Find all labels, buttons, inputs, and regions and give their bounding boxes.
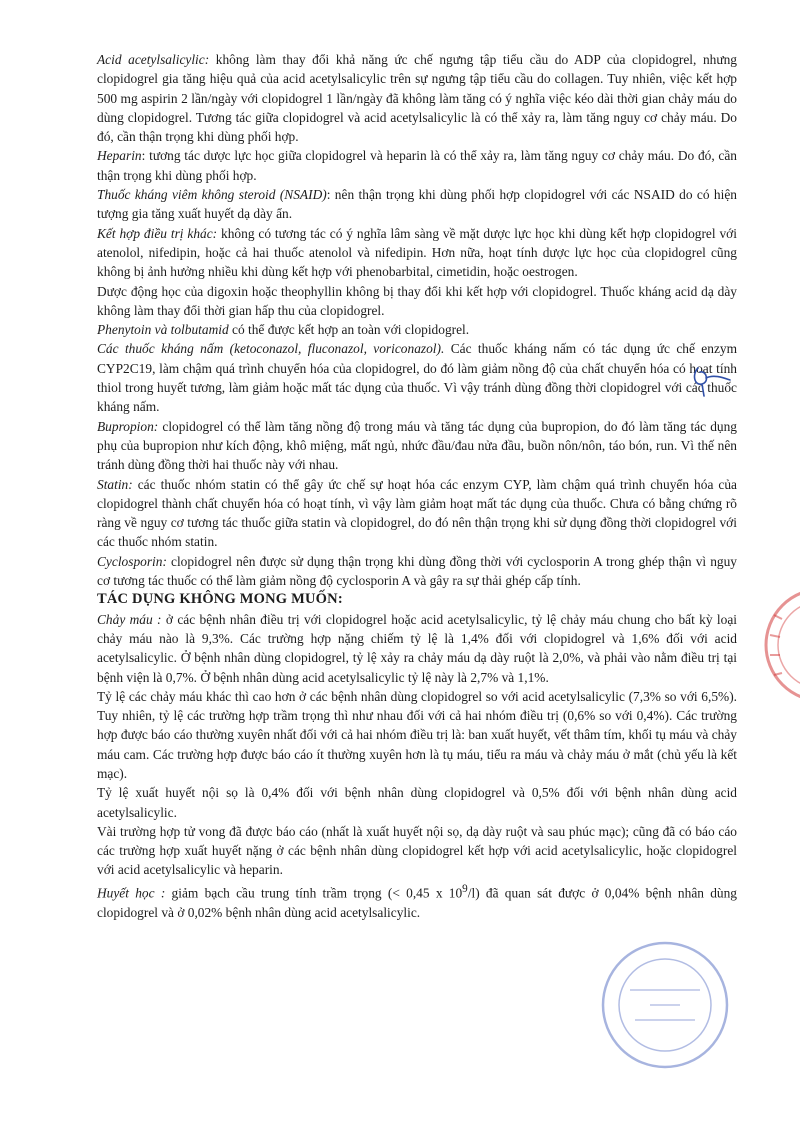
term: Statin: bbox=[97, 476, 133, 492]
para-other-bleeding bbox=[97, 687, 737, 783]
para-text: không có tương tác có ý nghĩa lâm sàng về mặt dược lực học khi dùng kết hợp clopidogrel với atenolol, nifedipin, hoặc cả hai thuốc atenolol và nifedipin. Hơn nữa, hoạt tính dược lực học của clopidogrel cũng không bị ảnh hưởng nhiều khi dùng kết hợp với phenobarbital, cimetidin, hoặc oestrogen. bbox=[97, 225, 737, 280]
para-text: : tương tác dược lực học giữa clopidogrel và heparin là có thể xảy ra, làm tăng nguy cơ chảy máu. Do đó, cần thận trọng khi dùng phối hợp. bbox=[97, 148, 737, 183]
para-text: Dược động học của digoxin hoặc theophyllin không bị thay đổi khi kết hợp với clopidogrel. Thuốc kháng acid dạ dày không làm thay đổi thời gian hấp thu của clopidogrel. bbox=[97, 283, 737, 318]
para-other bbox=[97, 224, 737, 282]
term: Chảy máu : bbox=[97, 611, 162, 627]
para-text: clopidogrel có thể làm tăng nồng độ trong máu và tăng tác dụng của bupropion, do đó làm tăng tác dụng phụ của bupropion như kích động, khô miệng, mất ngủ, nhức đầu/đau nửa đầu, buồn nôn/nôn, táo bón, run. Vì thế nên tránh dùng đồng thời hai thuốc này với nhau. bbox=[97, 418, 737, 473]
term: Huyết học : bbox=[97, 885, 166, 901]
para-digoxin bbox=[97, 282, 737, 321]
para-text: Tỷ lệ xuất huyết nội sọ là 0,4% đối với bệnh nhân dùng clopidogrel và 0,5% đối với bệnh nhân dùng acid acetylsalicylic. bbox=[97, 785, 737, 820]
para-statin bbox=[97, 475, 737, 552]
para-text: không làm thay đổi khả năng ức chế ngưng tập tiểu cầu do ADP của clopidogrel, nhưng clopidogrel gia tăng hiệu quả của acid acetylsalicylic trên sự ngưng tập tiểu cầu do collagen. Tuy nhiên, việc kết hợp 500 mg aspirin 2 lần/ngày với clopidogrel 1 lần/ngày đã không làm tăng có ý nghĩa việc kéo dài thời gian chảy máu do dùng clopidogrel. Tương tác giữa clopidogrel và acid acetylsalicylic là có thể xảy ra, làm tăng nguy cơ chảy máu. Do đó, cần thận trọng khi dùng phối hợp. bbox=[97, 52, 737, 145]
document-page bbox=[97, 50, 737, 922]
blue-stamp bbox=[590, 930, 740, 1080]
term: Các thuốc kháng nấm (ketoconazol, fluconazol, voriconazol). bbox=[97, 341, 445, 357]
term: Bupropion: bbox=[97, 418, 159, 434]
term: Heparin bbox=[97, 148, 142, 164]
para-deaths bbox=[97, 822, 737, 880]
para-text: : nên thận trọng khi dùng phối hợp clopidogrel với các NSAID do có hiện tượng gia tăng xuất huyết dạ dày ẩn. bbox=[97, 187, 737, 222]
para-heparin bbox=[97, 146, 737, 185]
para-text: clopidogrel nên được sử dụng thận trọng khi dùng đồng thời với cyclosporin A trong ghép thận vì nguy cơ tương tác thuốc có thể làm giảm nồng độ cyclosporin A và gây ra sự thải ghép cấp tính. bbox=[97, 553, 737, 589]
para-bleeding bbox=[97, 610, 737, 687]
para-phenytoin bbox=[97, 320, 737, 339]
para-text: giảm bạch cầu trung tính trầm trọng (< 0,45 x 10 bbox=[165, 885, 463, 901]
para-text: các thuốc nhóm statin có thể gây ức chế sự hoạt hóa các enzym CYP, làm chậm quá trình chuyển hóa của clopidogrel thành chất chuyển hóa có hoạt tính, vì vậy làm giảm hoạt mất tác dụng của thuốc. Chưa có bằng chứng rõ ràng về nguy cơ tương tác thuốc giữa statin và clopidogrel, do đó nên thận trọng khi sử dụng đồng thời clopidogrel với các thuốc nhóm statin. bbox=[97, 476, 737, 550]
term: Kết hợp điều trị khác: bbox=[97, 225, 218, 241]
para-text: /l) đã quan sát được ở 0,04% bệnh nhân dùng clopidogrel và ở 0,02% bệnh nhân dùng acid acetylsalicylic. bbox=[97, 885, 737, 920]
red-stamp bbox=[760, 575, 800, 715]
superscript: 9 bbox=[462, 882, 468, 895]
term: Phenytoin và tolbutamid bbox=[97, 322, 229, 338]
term: Acid acetylsalicylic: bbox=[97, 52, 210, 67]
para-hematology bbox=[97, 880, 737, 922]
para-text: ở các bệnh nhân điều trị với clopidogrel hoặc acid acetylsalicylic, tỷ lệ chảy máu chung cho bất kỳ loại chảy máu nào là 9,3%. Các trường hợp nặng chiếm tỷ lệ là 1,4% đối với clopidogrel và 1,6% đối với acid acetylsalicylic. Ở bệnh nhân dùng clopidogrel, tỷ lệ xảy ra chảy máu dạ dày ruột là 2,0%, và phải vào nằm điều trị tại bệnh viện là 0,7%. Ở bệnh nhân dùng acid acetylsalicylic tỷ lệ này là 2,7% và 1,1%. bbox=[97, 611, 737, 685]
term: Thuốc kháng viêm không steroid (NSAID) bbox=[97, 187, 327, 203]
para-text: có thể được kết hợp an toàn với clopidogrel. bbox=[228, 322, 470, 338]
term: Cyclosporin: bbox=[97, 553, 167, 569]
para-aspirin bbox=[97, 50, 737, 146]
para-text: Vài trường hợp tử vong đã được báo cáo (nhất là xuất huyết nội sọ, dạ dày ruột và sau phúc mạc); cũng đã có báo cáo các trường hợp xuất huyết nặng ở các bệnh nhân dùng clopidogrel kết hợp với acid acetylsalicylic, hoặc clopidogrel với acid acetylsalicylic và heparin. bbox=[97, 823, 737, 878]
para-text: Các thuốc kháng nấm có tác dụng ức chế enzym CYP2C19, làm chậm quá trình chuyển hóa của clopidogrel, do đó làm giảm nồng độ của chất chuyển hóa có hoạt tính thiol trong huyết tương, làm giảm hoặc mất tác dụng của thuốc. Vì vậy tránh dùng đồng thời clopidogrel với các thuốc kháng nấm. bbox=[97, 341, 738, 415]
signature-mark bbox=[688, 360, 734, 400]
para-text: Tỷ lệ các chảy máu khác thì cao hơn ở các bệnh nhân dùng clopidogrel so với acid acetylsalicylic (7,3% so với 6,5%). Tuy nhiên, tỷ lệ các trường hợp trầm trọng thì như nhau đối với cả hai nhóm điều trị (0,6% so với 0,4%). Các trường hợp được báo cáo thường xuyên nhất đối với cả hai nhóm điều trị là: ban xuất huyết, vết thâm tím, khối tụ máu và chảy máu cam. Các trường hợp được báo cáo ít thường xuyên hơn là tụ máu, tiểu ra máu và chảy máu ở mắt (chủ yếu là kết mạc). bbox=[97, 688, 737, 781]
para-antifungal bbox=[97, 339, 737, 416]
para-intracranial bbox=[97, 783, 737, 822]
section-heading: TÁC DỤNG KHÔNG MONG MUỐN: bbox=[97, 591, 343, 608]
para-bupropion bbox=[97, 417, 737, 475]
para-nsaid bbox=[97, 185, 737, 224]
para-cyclosporin bbox=[97, 552, 737, 591]
